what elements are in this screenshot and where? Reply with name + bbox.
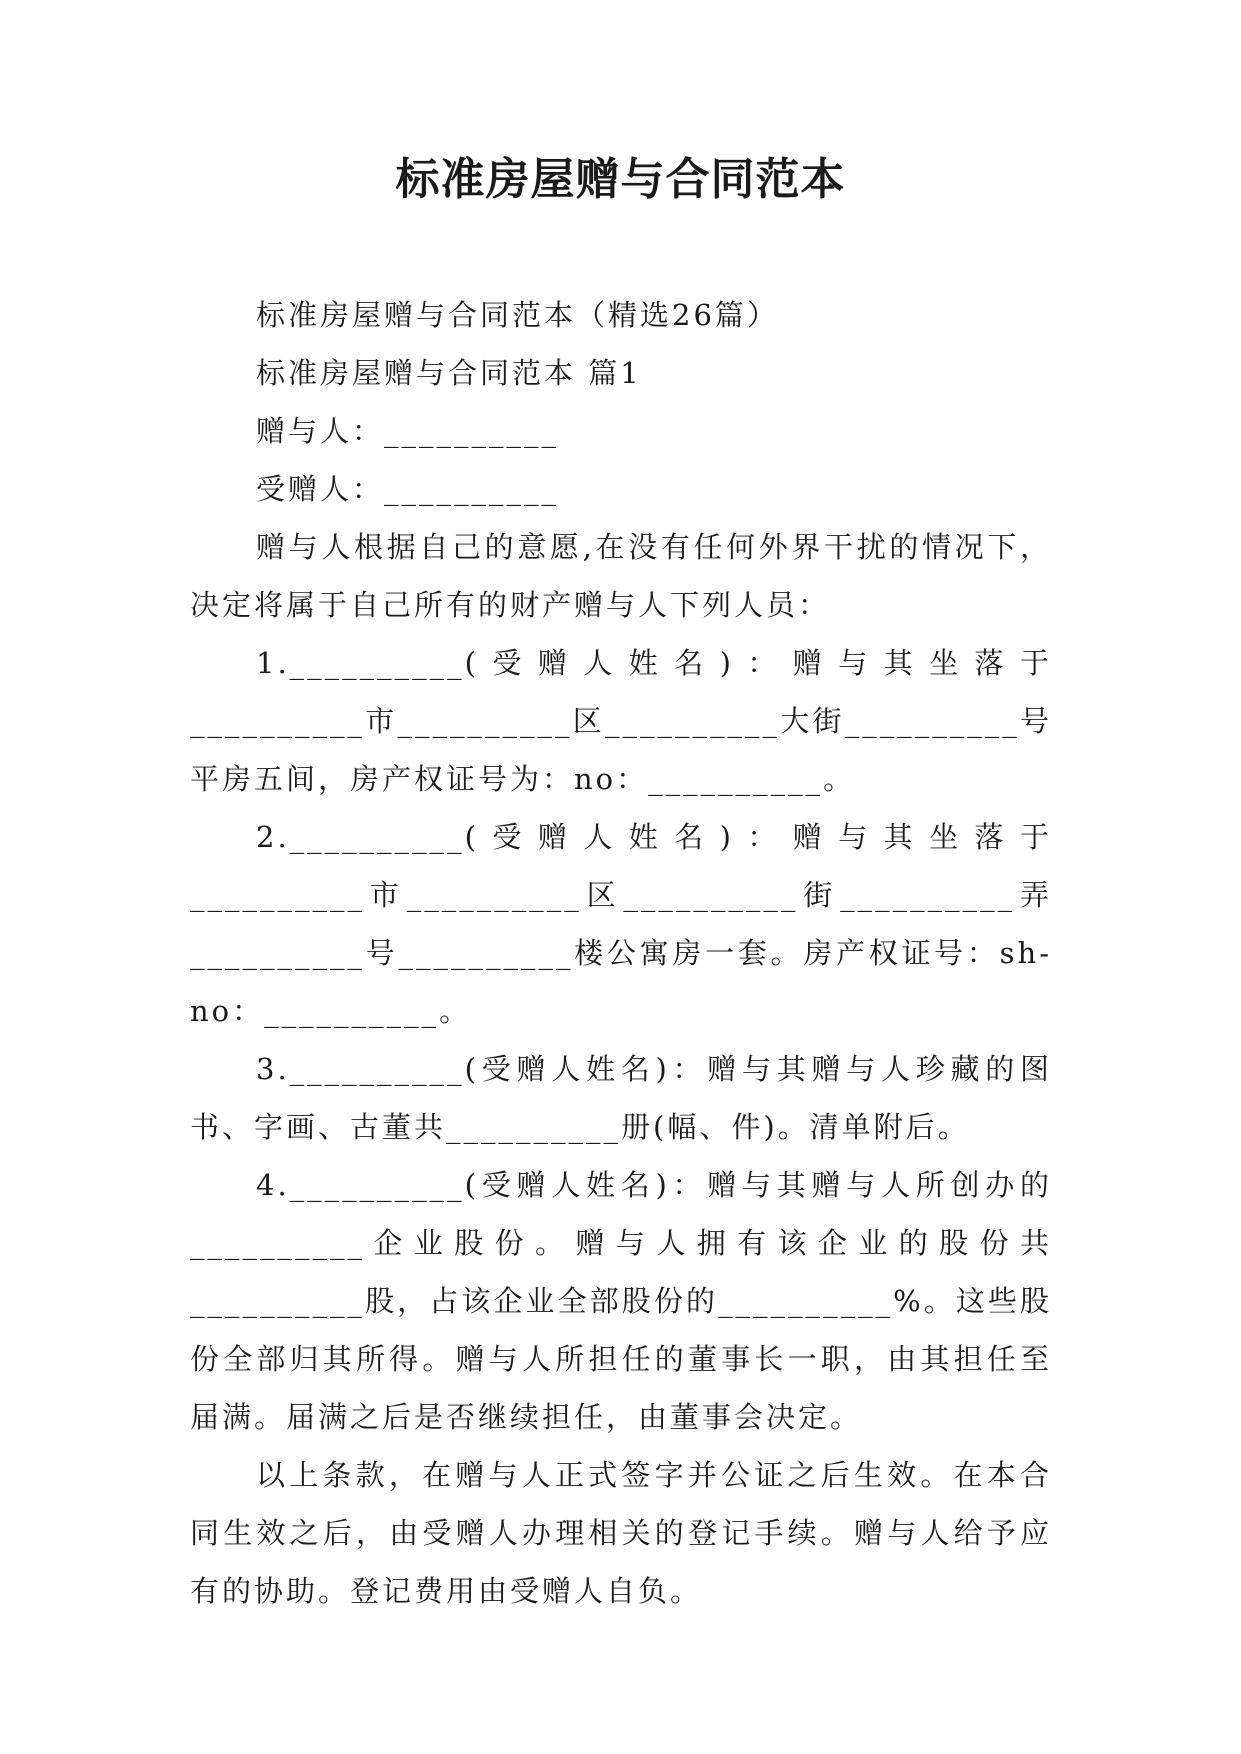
clause-2: 2.__________(受赠人姓名)：赠与其坐落于__________市__________区__________街__________弄__________号__________楼公寓房一套。房产权证号：sh-no：__________。 xyxy=(190,820,1052,1028)
donee-field: 受赠人：__________ xyxy=(256,472,560,506)
clause-4: 4.__________(受赠人姓名)：赠与其赠与人所创办的__________企业股份。赠与人拥有该企业的股份共__________股，占该企业全部股份的__________%。这些股份全部归其所得。赠与人所担任的董事长一职，由其担任至届满。届满之后是否继续担任，由董事会决定。 xyxy=(190,1168,1052,1434)
document-body xyxy=(190,286,1052,1620)
clause-3: 3.__________(受赠人姓名)：赠与其赠与人珍藏的图书、字画、古董共__________册(幅、件)。清单附后。 xyxy=(190,1052,1052,1144)
collection-heading: 标准房屋赠与合同范本（精选26篇） xyxy=(256,298,779,332)
closing-paragraph: 以上条款，在赠与人正式签字并公证之后生效。在本合同生效之后，由受赠人办理相关的登记手续。赠与人给予应有的协助。登记费用由受赠人自负。 xyxy=(190,1458,1052,1608)
donor-field: 赠与人：__________ xyxy=(256,414,560,448)
section-heading: 标准房屋赠与合同范本 篇1 xyxy=(256,356,642,390)
document-title: 标准房屋赠与合同范本 xyxy=(395,154,846,205)
clause-1: 1.__________(受赠人姓名)：赠与其坐落于__________市__________区__________大街__________号平房五间，房产权证号为：no：__________。 xyxy=(190,646,1052,796)
intro-paragraph: 赠与人根据自己的意愿,在没有任何外界干扰的情况下，决定将属于自己所有的财产赠与人下列人员： xyxy=(190,530,1052,622)
